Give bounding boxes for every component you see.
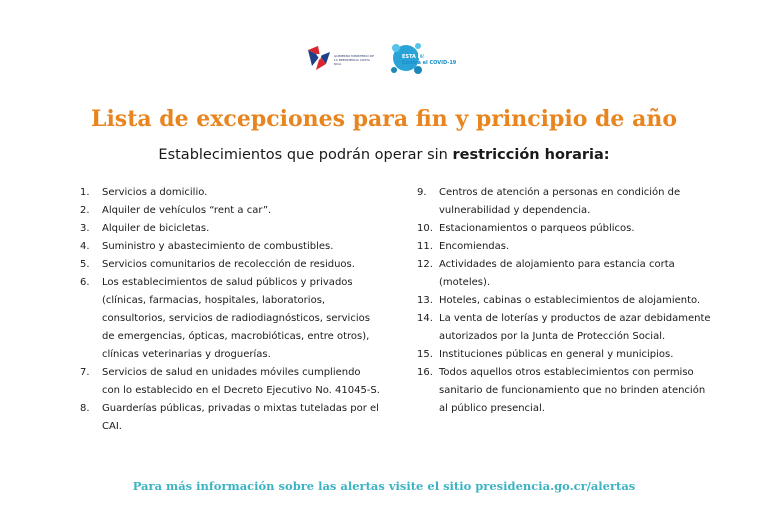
list-item — [417, 292, 717, 310]
list-item — [417, 364, 717, 418]
list-item-number: 5. — [80, 259, 90, 270]
government-logo — [306, 44, 374, 76]
page-subtitle — [0, 147, 768, 163]
list-item — [417, 184, 717, 220]
campaign-logo — [388, 40, 461, 84]
list-item-number: 1. — [80, 187, 90, 198]
list-item — [80, 238, 380, 256]
exceptions-list-right — [417, 184, 717, 418]
list-item-text: Todos aquellos otros establecimientos con permiso sanitario de funcionamiento que no brinden atención al público presencial. — [439, 367, 706, 414]
list-item-number: 10. — [417, 223, 433, 234]
list-item-text: Estacionamientos o parqueos públicos. — [439, 223, 635, 234]
list-item-number: 6. — [80, 277, 90, 288]
list-item-text: Suministro y abastecimiento de combustibles. — [102, 241, 334, 252]
list-item — [417, 256, 717, 292]
campaign-logo-text: ESTA EN TUS MANOS Contra el COVID-19 — [402, 54, 461, 66]
list-item-number: 11. — [417, 241, 433, 252]
list-item-text: Servicios de salud en unidades móviles cumpliendo con lo establecido en el Decreto Ejecutivo No. 41045-S. — [102, 367, 380, 396]
list-item-number: 14. — [417, 313, 433, 324]
list-item — [80, 184, 380, 202]
list-item-text: Guarderías públicas, privadas o mixtas tuteladas por el CAI. — [102, 403, 379, 432]
list-item-number: 2. — [80, 205, 90, 216]
list-item-number: 7. — [80, 367, 90, 378]
logos-header — [0, 40, 768, 82]
list-item — [417, 346, 717, 364]
government-logo-text: GOBIERNO MINISTERIO DE LA PRESIDENCIA COSTA RICA — [334, 54, 374, 66]
list-item-text: Actividades de alojamiento para estancia corta (moteles). — [439, 259, 675, 288]
list-item-number: 8. — [80, 403, 90, 414]
list-item-text: Servicios comunitarios de recolección de residuos. — [102, 259, 355, 270]
list-item-number: 3. — [80, 223, 90, 234]
list-item — [80, 364, 380, 400]
list-item — [80, 202, 380, 220]
list-item-text: Hoteles, cabinas o establecimientos de alojamiento. — [439, 295, 701, 306]
list-item-text: Instituciones públicas en general y municipios. — [439, 349, 674, 360]
list-item — [80, 274, 380, 364]
list-item — [417, 310, 717, 346]
list-item-text: Encomiendas. — [439, 241, 510, 252]
list-item-text: Alquiler de vehículos “rent a car”. — [102, 205, 272, 216]
list-item — [80, 256, 380, 274]
subtitle-bold: restricción horaria: — [452, 147, 610, 163]
list-item-number: 9. — [417, 187, 427, 198]
list-item-text: La venta de loterías y productos de azar debidamente autorizados por la Junta de Protección Social. — [439, 313, 711, 342]
list-item-text: Centros de atención a personas en condición de vulnerabilidad y dependencia. — [439, 187, 681, 216]
list-item-number: 12. — [417, 259, 433, 270]
list-item-number: 16. — [417, 367, 433, 378]
list-item-text: Alquiler de bicicletas. — [102, 223, 210, 234]
list-item-text: Servicios a domicilio. — [102, 187, 208, 198]
list-item — [417, 220, 717, 238]
list-item — [417, 238, 717, 256]
list-item-number: 15. — [417, 349, 433, 360]
list-item — [80, 400, 380, 436]
list-item-text: Los establecimientos de salud públicos y privados (clínicas, farmacias, hospitales, laboratorios, consultorios, servicios de radiodiagnósticos, servicios de emergencias, ópticas, macrobióticas, entre otros), clínicas veterinarias y droguerías. — [102, 277, 370, 360]
list-item — [80, 220, 380, 238]
list-item-number: 4. — [80, 241, 90, 252]
list-item-number: 13. — [417, 295, 433, 306]
exceptions-list-left — [80, 184, 380, 436]
subtitle-prefix: Establecimientos que podrán operar sin — [158, 147, 453, 163]
page-title: Lista de excepciones para fin y principio de año — [90, 106, 678, 132]
footer-info: Para más información sobre las alertas visite el sitio presidencia.go.cr/alertas — [132, 479, 636, 493]
government-emblem-icon — [306, 44, 332, 72]
